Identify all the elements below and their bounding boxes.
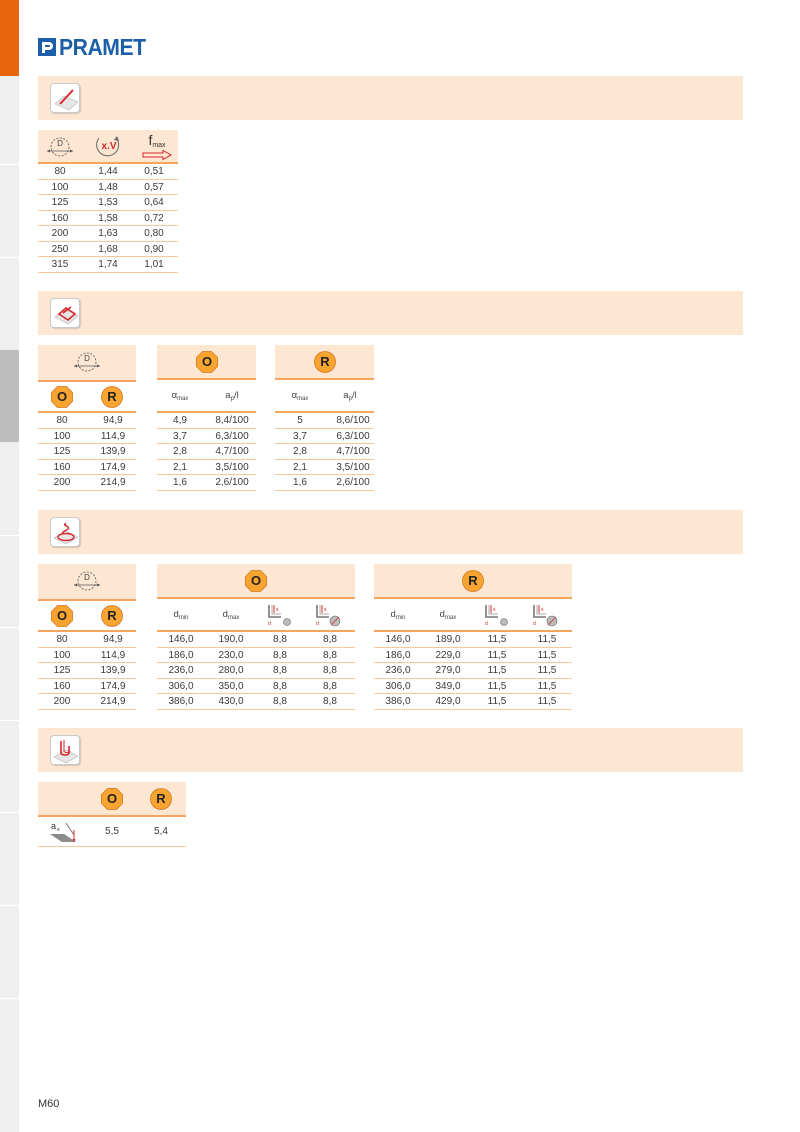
insert-o-badge	[245, 570, 267, 592]
side-divider	[0, 812, 19, 813]
side-divider	[0, 627, 19, 628]
table-row	[38, 460, 136, 476]
table-body	[374, 632, 572, 710]
table-cell: 8,8	[273, 634, 287, 645]
side-divider	[0, 164, 19, 165]
table-cell: 250	[51, 243, 69, 255]
table-cell: 430,0	[218, 696, 244, 707]
table-cell: 125	[53, 446, 71, 457]
table-cell: 11,5	[487, 634, 507, 645]
table-header-top	[157, 345, 256, 380]
shoulder-depth-full-icon	[313, 603, 343, 627]
table-body	[157, 632, 355, 710]
side-tab-active	[0, 0, 19, 76]
table-cell: 229,0	[435, 649, 461, 661]
table-row	[157, 632, 355, 648]
ramp-angle-header: $\alpha_{max}$	[171, 390, 189, 402]
table-cell: 1,6	[293, 477, 307, 488]
plunge-width-o: 5,5	[105, 826, 119, 837]
side-tab-marker	[0, 350, 19, 442]
table-header-top	[275, 345, 374, 380]
svg-text:s: s	[276, 607, 279, 613]
table-body	[275, 413, 374, 491]
svg-text:s: s	[493, 607, 496, 613]
svg-text:s: s	[541, 607, 544, 613]
table-cell: 2,8	[173, 446, 187, 457]
table-cell: 0,90	[144, 243, 164, 255]
table-header-top	[38, 345, 136, 380]
table-row	[374, 679, 572, 695]
shoulder-depth-flat-icon	[482, 603, 512, 627]
table-cell: 200	[51, 228, 69, 239]
insert-r-badge	[314, 351, 336, 373]
svg-text:s: s	[324, 607, 327, 613]
insert-r-label: R	[156, 791, 166, 806]
table-cell: 11,5	[537, 680, 557, 692]
table-row	[157, 475, 256, 491]
table-cell: 80	[56, 634, 68, 645]
section-banner-ramping	[38, 291, 743, 335]
table-row	[38, 257, 178, 273]
table-helical-o	[157, 564, 355, 710]
table-cell: 306,0	[168, 680, 194, 692]
side-divider	[0, 905, 19, 906]
arrow-right-icon	[141, 150, 173, 160]
table-header	[38, 130, 178, 164]
side-divider	[0, 257, 19, 258]
diameter-icon	[44, 133, 76, 161]
table-row	[38, 663, 136, 679]
table-cell: 6,3/100	[336, 430, 370, 442]
face-milling-icon	[50, 83, 80, 113]
table-cell: 80	[56, 415, 68, 426]
table-cell: 280,0	[218, 665, 244, 676]
table-cell: 1,63	[98, 228, 118, 239]
insert-o-label: O	[201, 354, 213, 369]
table-cell: 1,01	[144, 259, 164, 270]
table-row	[38, 226, 178, 242]
table-cell: 186,0	[168, 649, 194, 661]
table-row	[38, 195, 178, 211]
radial-width-icon	[48, 820, 78, 844]
table-header	[157, 380, 256, 413]
table-cell: 11,5	[537, 634, 557, 645]
cutting-speed-factor-icon	[93, 133, 123, 161]
table-cell: 214,9	[100, 477, 126, 488]
table-plunge	[38, 782, 186, 847]
table-cell: 139,9	[100, 665, 126, 676]
table-cell: 4,9	[173, 415, 187, 426]
table-cell: 4,7/100	[215, 446, 249, 457]
table-cell: 160	[51, 212, 69, 224]
table-cell: 8,6/100	[336, 415, 370, 426]
feed-max-label: $f_{max}$	[148, 132, 166, 149]
insert-r-badge	[101, 605, 123, 627]
table-cell: 174,9	[100, 461, 126, 473]
table-header-top	[374, 564, 572, 599]
table-row	[38, 817, 186, 847]
insert-r-label: R	[107, 608, 117, 623]
ramping-icon	[50, 298, 80, 328]
table-cell: 190,0	[218, 634, 244, 645]
plunge-milling-icon	[50, 735, 80, 765]
table-ramping-o	[157, 345, 256, 491]
table-header-top	[157, 564, 355, 599]
table-cell: 236,0	[385, 665, 411, 676]
dmin-header: $d_{min}$	[173, 609, 189, 621]
table-header	[275, 380, 374, 413]
table-cell: 6,3/100	[215, 430, 249, 442]
table-cell: 8,8	[323, 665, 337, 676]
table-cell: 2,8	[293, 446, 307, 457]
table-cell: 306,0	[385, 680, 411, 692]
insert-o-badge	[196, 351, 218, 373]
table-row	[38, 648, 136, 664]
ramp-depth-header: $a_p/l$	[225, 390, 239, 402]
dmax-header: $d_{max}$	[222, 609, 240, 621]
ramp-angle-header: $\alpha_{max}$	[291, 390, 309, 402]
table-cell: 11,5	[487, 665, 507, 676]
table-body	[157, 413, 256, 491]
table-helical-diameters	[38, 564, 136, 710]
plunge-width-r: 5,4	[154, 826, 168, 837]
table-helical-r	[374, 564, 572, 710]
table-cell: 174,9	[100, 680, 126, 692]
table-cell: 125	[51, 197, 69, 208]
table-cell: 11,5	[537, 665, 557, 676]
insert-o-label: O	[56, 608, 68, 623]
table-header	[157, 599, 355, 632]
table-cell: 200	[53, 696, 71, 707]
insert-o-badge	[51, 605, 73, 627]
table-cell: 0,64	[144, 197, 164, 208]
table-cell: 100	[51, 181, 69, 193]
table-cell: 349,0	[435, 680, 461, 692]
table-cell: 8,8	[323, 680, 337, 692]
table-header-top	[38, 564, 136, 599]
table-cell: 386,0	[168, 696, 194, 707]
table-row	[38, 180, 178, 196]
diameter-icon	[71, 348, 103, 376]
cutting-speed-factor-label: x.V	[101, 141, 117, 152]
table-cell: 1,44	[98, 166, 118, 177]
table-cell: 279,0	[435, 665, 461, 676]
table-row	[157, 679, 355, 695]
insert-o-badge	[51, 386, 73, 408]
table-cell: 2,1	[293, 461, 307, 473]
insert-r-label: R	[320, 354, 330, 369]
table-cell: 2,6/100	[215, 477, 249, 488]
table-cell: 214,9	[100, 696, 126, 707]
table-cell: 80	[54, 166, 66, 177]
table-ramping-r	[275, 345, 374, 491]
table-cell: 1,53	[98, 197, 118, 208]
table-cell: 386,0	[385, 696, 411, 707]
table-cell: 200	[53, 477, 71, 488]
diameter-icon	[71, 567, 103, 595]
shoulder-depth-full-icon	[530, 603, 560, 627]
table-cell: 8,8	[323, 696, 337, 707]
table-cell: 0,51	[144, 166, 164, 177]
table-row	[38, 632, 136, 648]
insert-o-badge	[101, 788, 123, 810]
table-cell: 114,9	[100, 649, 126, 661]
table-cell: 186,0	[385, 649, 411, 661]
table-cell: 1,68	[98, 243, 118, 255]
table-cell: 3,5/100	[336, 461, 370, 473]
table-row	[38, 164, 178, 180]
table-header	[374, 599, 572, 632]
table-cell: 11,5	[537, 696, 557, 707]
table-cell: 139,9	[100, 446, 126, 457]
table-cell: 8,8	[273, 680, 287, 692]
table-row	[374, 632, 572, 648]
shoulder-depth-flat-icon	[265, 603, 295, 627]
table-cell: 3,7	[293, 430, 307, 442]
table-row	[157, 648, 355, 664]
table-cell: 100	[53, 430, 71, 442]
table-cell: 2,1	[173, 461, 187, 473]
side-divider	[0, 998, 19, 999]
svg-text:d: d	[316, 621, 319, 627]
table-header	[38, 380, 136, 413]
table-ramping-diameters	[38, 345, 136, 491]
table-cell: 1,58	[98, 212, 118, 224]
table-cell: 11,5	[537, 649, 557, 661]
table-row	[374, 694, 572, 710]
insert-o-label: O	[56, 389, 68, 404]
table-face-milling	[38, 130, 178, 273]
table-row	[275, 413, 374, 429]
table-cell: 2,6/100	[336, 477, 370, 488]
insert-o-label: O	[106, 791, 118, 806]
table-cell: 100	[53, 649, 71, 661]
table-cell: 315	[51, 259, 69, 270]
table-cell: 146,0	[168, 634, 194, 645]
svg-text:d: d	[268, 621, 271, 627]
table-cell: 11,5	[487, 649, 507, 661]
table-row	[275, 429, 374, 445]
table-cell: 3,5/100	[215, 461, 249, 473]
table-row	[38, 475, 136, 491]
table-row	[157, 413, 256, 429]
dmax-header: $d_{max}$	[439, 609, 457, 621]
insert-r-badge	[462, 570, 484, 592]
table-cell: 125	[53, 665, 71, 676]
table-cell: 94,9	[103, 415, 123, 426]
svg-text:a: a	[51, 821, 57, 831]
section-banner-plunge	[38, 728, 743, 772]
ramp-depth-header: $a_p/l$	[343, 390, 357, 402]
table-cell: 0,57	[144, 181, 164, 193]
table-cell: 4,7/100	[336, 446, 370, 457]
table-cell: 114,9	[100, 430, 126, 442]
table-cell: 11,5	[487, 680, 507, 692]
page-number: M60	[38, 1098, 60, 1110]
table-cell: 146,0	[385, 634, 411, 645]
svg-text:d: d	[533, 621, 536, 627]
svg-text:e: e	[57, 827, 60, 833]
section-banner-face-milling	[38, 76, 743, 120]
table-cell: 11,5	[487, 696, 507, 707]
side-tab-strip	[0, 0, 19, 1132]
table-row	[38, 694, 136, 710]
table-cell: 5	[297, 415, 303, 426]
table-row	[157, 663, 355, 679]
table-cell: 8,4/100	[215, 415, 249, 426]
table-row	[38, 242, 178, 258]
table-cell: 350,0	[218, 680, 244, 692]
table-row	[38, 413, 136, 429]
table-cell: 0,80	[144, 228, 164, 239]
insert-r-label: R	[107, 389, 117, 404]
table-header	[38, 599, 136, 632]
dmin-header: $d_{min}$	[390, 609, 406, 621]
table-cell: 1,48	[98, 181, 118, 193]
helical-interpolation-icon	[50, 517, 80, 547]
table-cell: 230,0	[218, 649, 244, 661]
table-cell: 429,0	[435, 696, 461, 707]
diameter-label: D	[57, 139, 63, 148]
diameter-label: D	[84, 573, 90, 582]
table-cell: 160	[53, 680, 71, 692]
table-row	[275, 444, 374, 460]
table-row	[38, 211, 178, 227]
side-divider	[0, 720, 19, 721]
table-row	[157, 444, 256, 460]
table-cell: 189,0	[435, 634, 461, 645]
table-row	[38, 444, 136, 460]
table-row	[157, 429, 256, 445]
table-row	[38, 429, 136, 445]
table-cell: 1,6	[173, 477, 187, 488]
insert-r-label: R	[468, 573, 478, 588]
side-divider	[0, 535, 19, 536]
insert-r-badge	[101, 386, 123, 408]
table-cell: 8,8	[323, 649, 337, 661]
table-cell: 8,8	[273, 649, 287, 661]
table-row	[374, 663, 572, 679]
svg-text:d: d	[485, 621, 488, 627]
table-cell: 236,0	[168, 665, 194, 676]
table-body	[38, 164, 178, 273]
table-row	[157, 460, 256, 476]
insert-r-badge	[150, 788, 172, 810]
section-banner-helical	[38, 510, 743, 554]
table-cell: 8,8	[273, 696, 287, 707]
insert-o-label: O	[250, 573, 262, 588]
table-header	[38, 782, 186, 817]
feed-max-header	[141, 132, 173, 162]
table-cell: 160	[53, 461, 71, 473]
table-row	[157, 694, 355, 710]
brand-name: PRAMET	[59, 34, 146, 60]
table-cell: 8,8	[273, 665, 287, 676]
table-cell: 3,7	[173, 430, 187, 442]
table-row	[38, 679, 136, 695]
table-cell: 1,74	[98, 259, 118, 270]
logo-mark-icon	[38, 38, 56, 56]
table-row	[275, 460, 374, 476]
brand-logo	[38, 36, 153, 58]
diameter-label: D	[84, 354, 90, 363]
table-row	[374, 648, 572, 664]
table-cell: 94,9	[103, 634, 123, 645]
table-cell: 0,72	[144, 212, 164, 224]
table-body	[38, 632, 136, 710]
table-body	[38, 413, 136, 491]
table-row	[275, 475, 374, 491]
table-cell: 8,8	[323, 634, 337, 645]
